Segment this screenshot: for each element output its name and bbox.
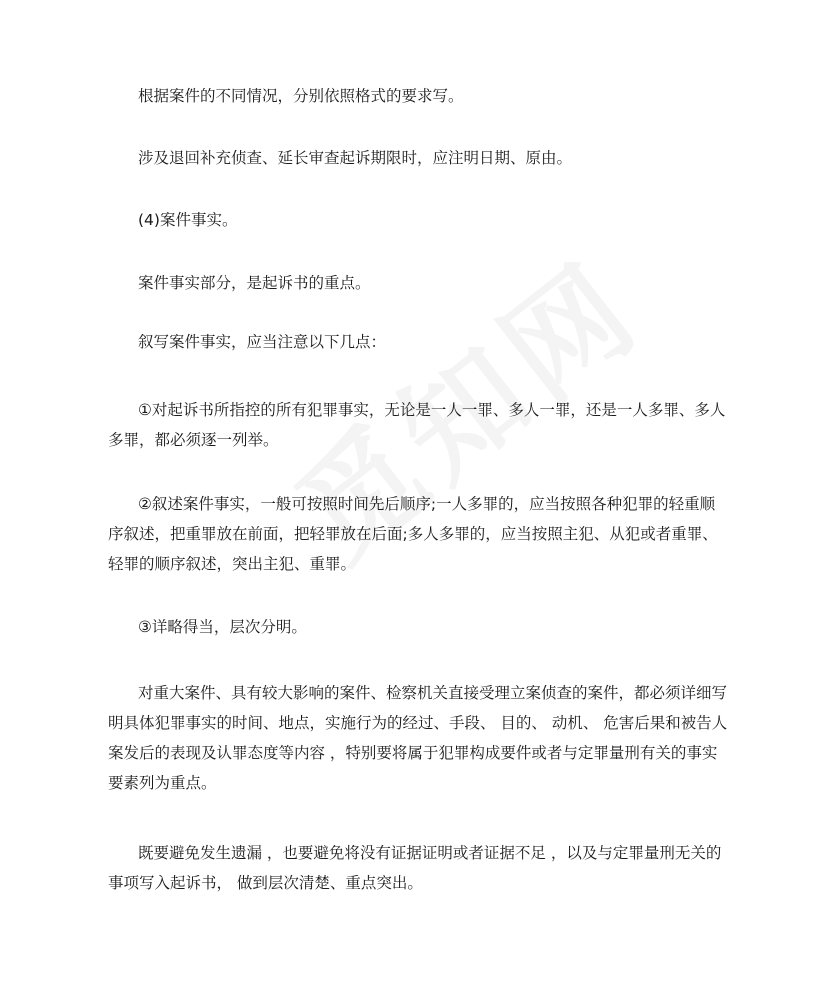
paragraph-9: 对重大案件、具有较大影响的案件、检察机关直接受理立案侦查的案件，都必须详细写明具体犯罪事实的时间、地点，实施行为的经过、手段、 目的、 动机、 危害后果和被告人案发后的表现及认罪态度等内容 ，特别要将属于犯罪构成要件或者与定罪量刑有关的事实要素列为重点。 — [108, 684, 728, 792]
paragraph-8: ③详略得当，层次分明。 — [138, 618, 307, 636]
paragraph-1: 根据案件的不同情况，分别依照格式的要求写。 — [138, 87, 464, 105]
paragraph-2: 涉及退回补充侦查、延长审查起诉期限时，应注明日期、原由。 — [138, 149, 573, 167]
paragraph-3: (4)案件事实。 — [138, 211, 238, 229]
paragraph-6: ①对起诉书所指控的所有犯罪事实，无论是一人一罪、多人一罪，还是一人多罪、多人多罪，都必须逐一列举。 — [108, 401, 726, 449]
paragraph-4: 案件事实部分，是起诉书的重点。 — [138, 274, 371, 292]
paragraph-5: 叙写案件事实，应当注意以下几点： — [138, 333, 387, 351]
paragraph-7: ②叙述案件事实，一般可按照时间先后顺序;一人多罪的，应当按照各种犯罪的轻重顺序叙述，把重罪放在前面，把轻罪放在后面;多人多罪的，应当按照主犯、从犯或者重罪、轻罪的顺序叙述，突出主犯、重罪。 — [108, 495, 718, 573]
paragraph-10: 既要避免发生遗漏 ，也要避免将没有证据证明或者证据不足 ，以及与定罪量刑无关的事项写入起诉书， 做到层次清楚、重点突出。 — [108, 844, 722, 892]
